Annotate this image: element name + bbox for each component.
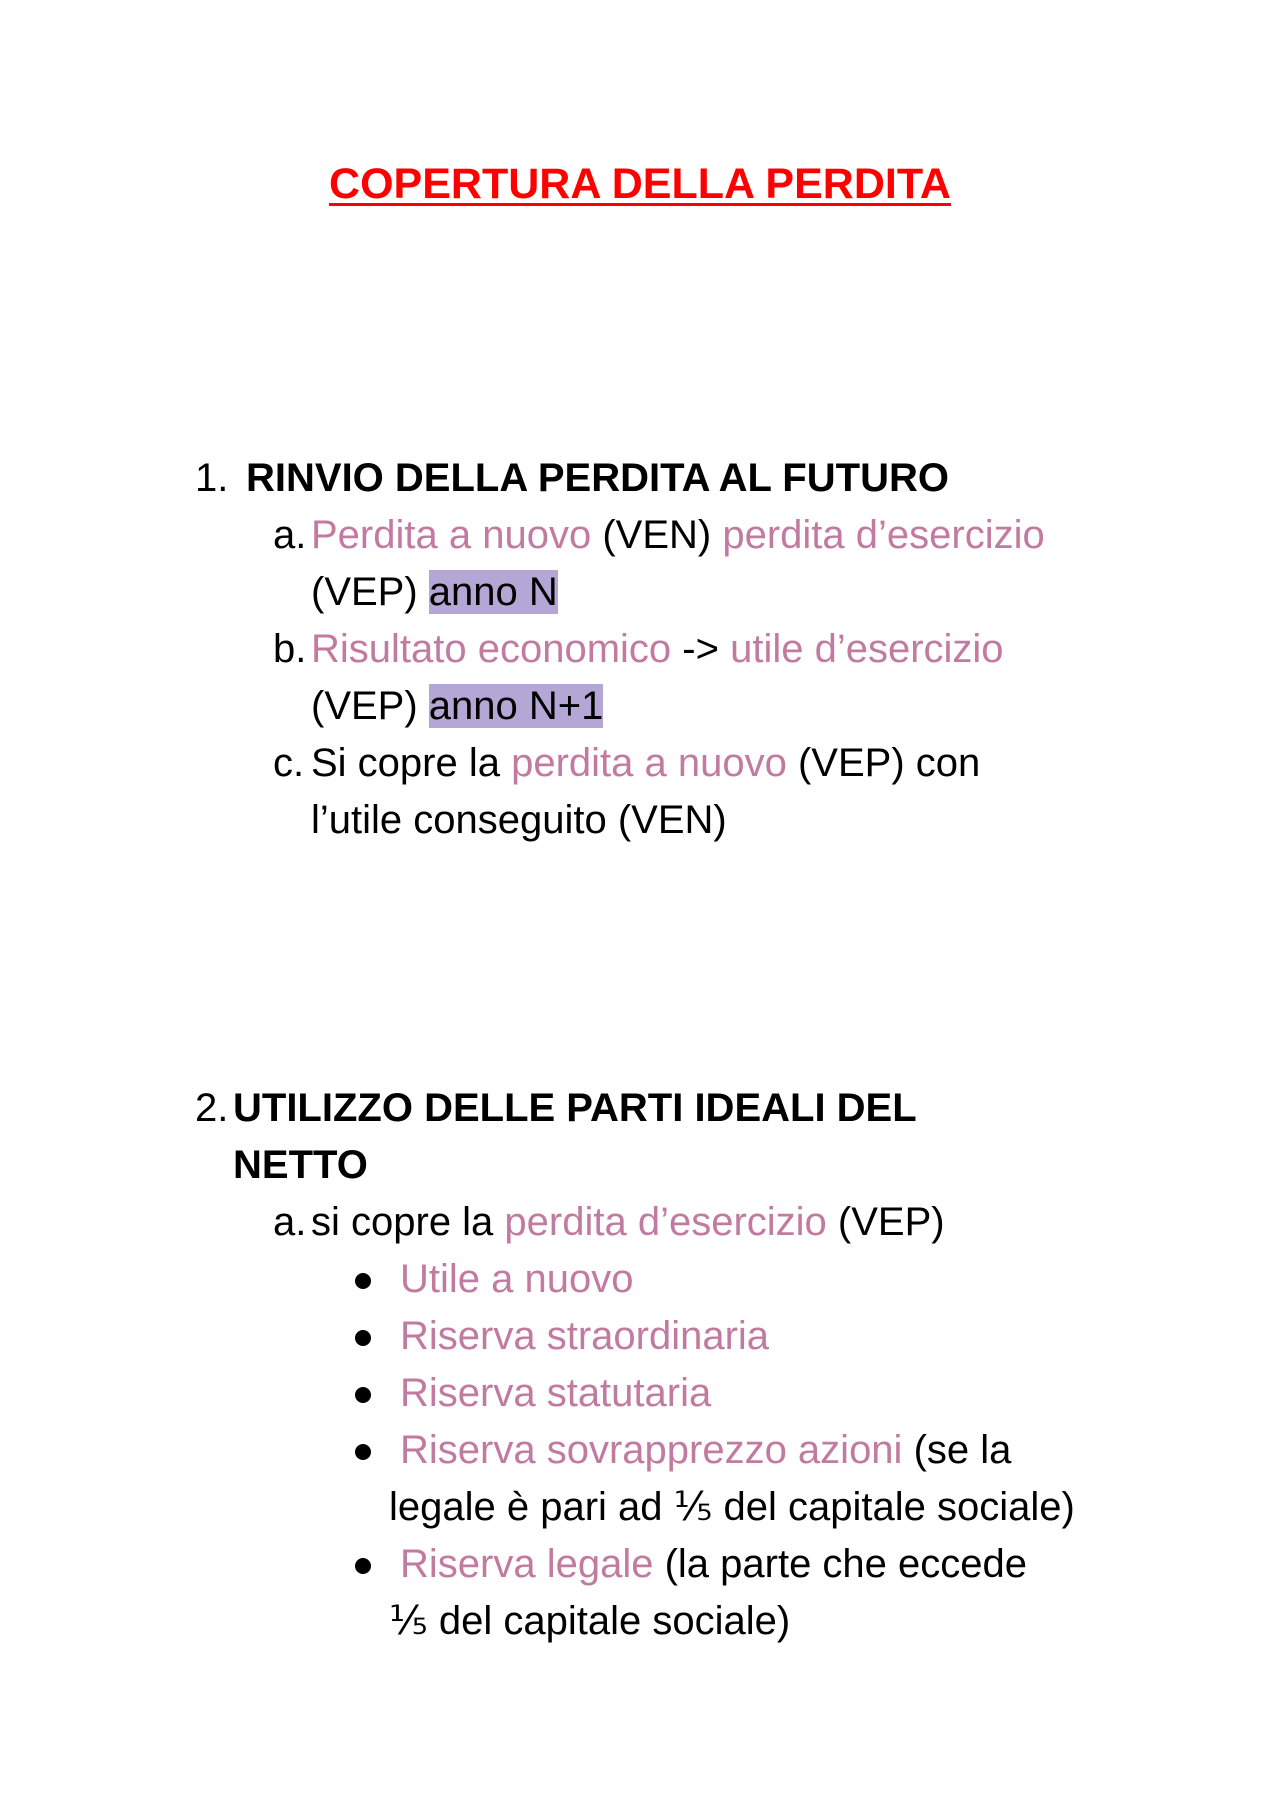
item-1b-line1: Risultato economico -> utile d’esercizio <box>311 627 1004 671</box>
bullet-item-utile-a-nuovo: Utile a nuovo <box>400 1257 634 1301</box>
bullet-icon <box>355 1444 371 1460</box>
bullet-item-riserva-straordinaria: Riserva straordinaria <box>400 1314 770 1358</box>
item-1c-line1: Si copre la perdita a nuovo (VEP) con <box>311 741 981 785</box>
item-1c-marker: c. <box>273 741 305 785</box>
page-title: COPERTURA DELLA PERDITA <box>329 160 951 208</box>
bullet-icon <box>355 1558 371 1574</box>
bullet-icon <box>355 1330 371 1346</box>
item-1a-highlight: anno N <box>428 570 558 614</box>
item-2a-marker: a. <box>273 1200 307 1244</box>
item-1b-term: Risultato economico <box>311 627 672 671</box>
section-2-number: 2. <box>195 1086 229 1130</box>
section-1-heading: RINVIO DELLA PERDITA AL FUTURO <box>246 456 949 500</box>
item-1a-marker: a. <box>273 513 307 557</box>
item-1a-line2: (VEP) anno N <box>311 570 558 614</box>
bullet-item-riserva-sovrapprezzo-line2: legale è pari ad ⅕ del capitale sociale) <box>389 1485 1075 1529</box>
item-1b-term2: utile d’esercizio <box>730 627 1004 671</box>
item-1c-term: perdita a nuovo <box>511 741 787 785</box>
item-1a-line1: Perdita a nuovo (VEN) perdita d’esercizio <box>311 513 1045 557</box>
item-1c-line2: l’utile conseguito (VEN) <box>311 798 727 842</box>
bullet-item-riserva-legale: Riserva legale (la parte che eccede <box>400 1542 1028 1586</box>
bullet-item-riserva-statutaria: Riserva statutaria <box>400 1371 712 1415</box>
bullet-icon <box>355 1273 371 1289</box>
item-1b-marker: b. <box>273 627 307 671</box>
item-1a-term2: perdita d’esercizio <box>722 513 1045 557</box>
bullet-item-riserva-sovrapprezzo: Riserva sovrapprezzo azioni (se la <box>400 1428 1012 1472</box>
section-1-number: 1. <box>195 456 229 500</box>
item-1a-term: Perdita a nuovo <box>311 513 592 557</box>
bullet-item-riserva-legale-line2: ⅕ del capitale sociale) <box>389 1599 791 1643</box>
item-1b-line2: (VEP) anno N+1 <box>311 684 604 728</box>
item-2a-term: perdita d’esercizio <box>504 1200 827 1244</box>
section-2-heading-line2: NETTO <box>233 1143 368 1187</box>
item-2a-line: si copre la perdita d’esercizio (VEP) <box>311 1200 945 1244</box>
item-1b-highlight: anno N+1 <box>428 684 604 728</box>
section-2-heading-line1: UTILIZZO DELLE PARTI IDEALI DEL <box>233 1086 917 1130</box>
bullet-icon <box>355 1387 371 1403</box>
